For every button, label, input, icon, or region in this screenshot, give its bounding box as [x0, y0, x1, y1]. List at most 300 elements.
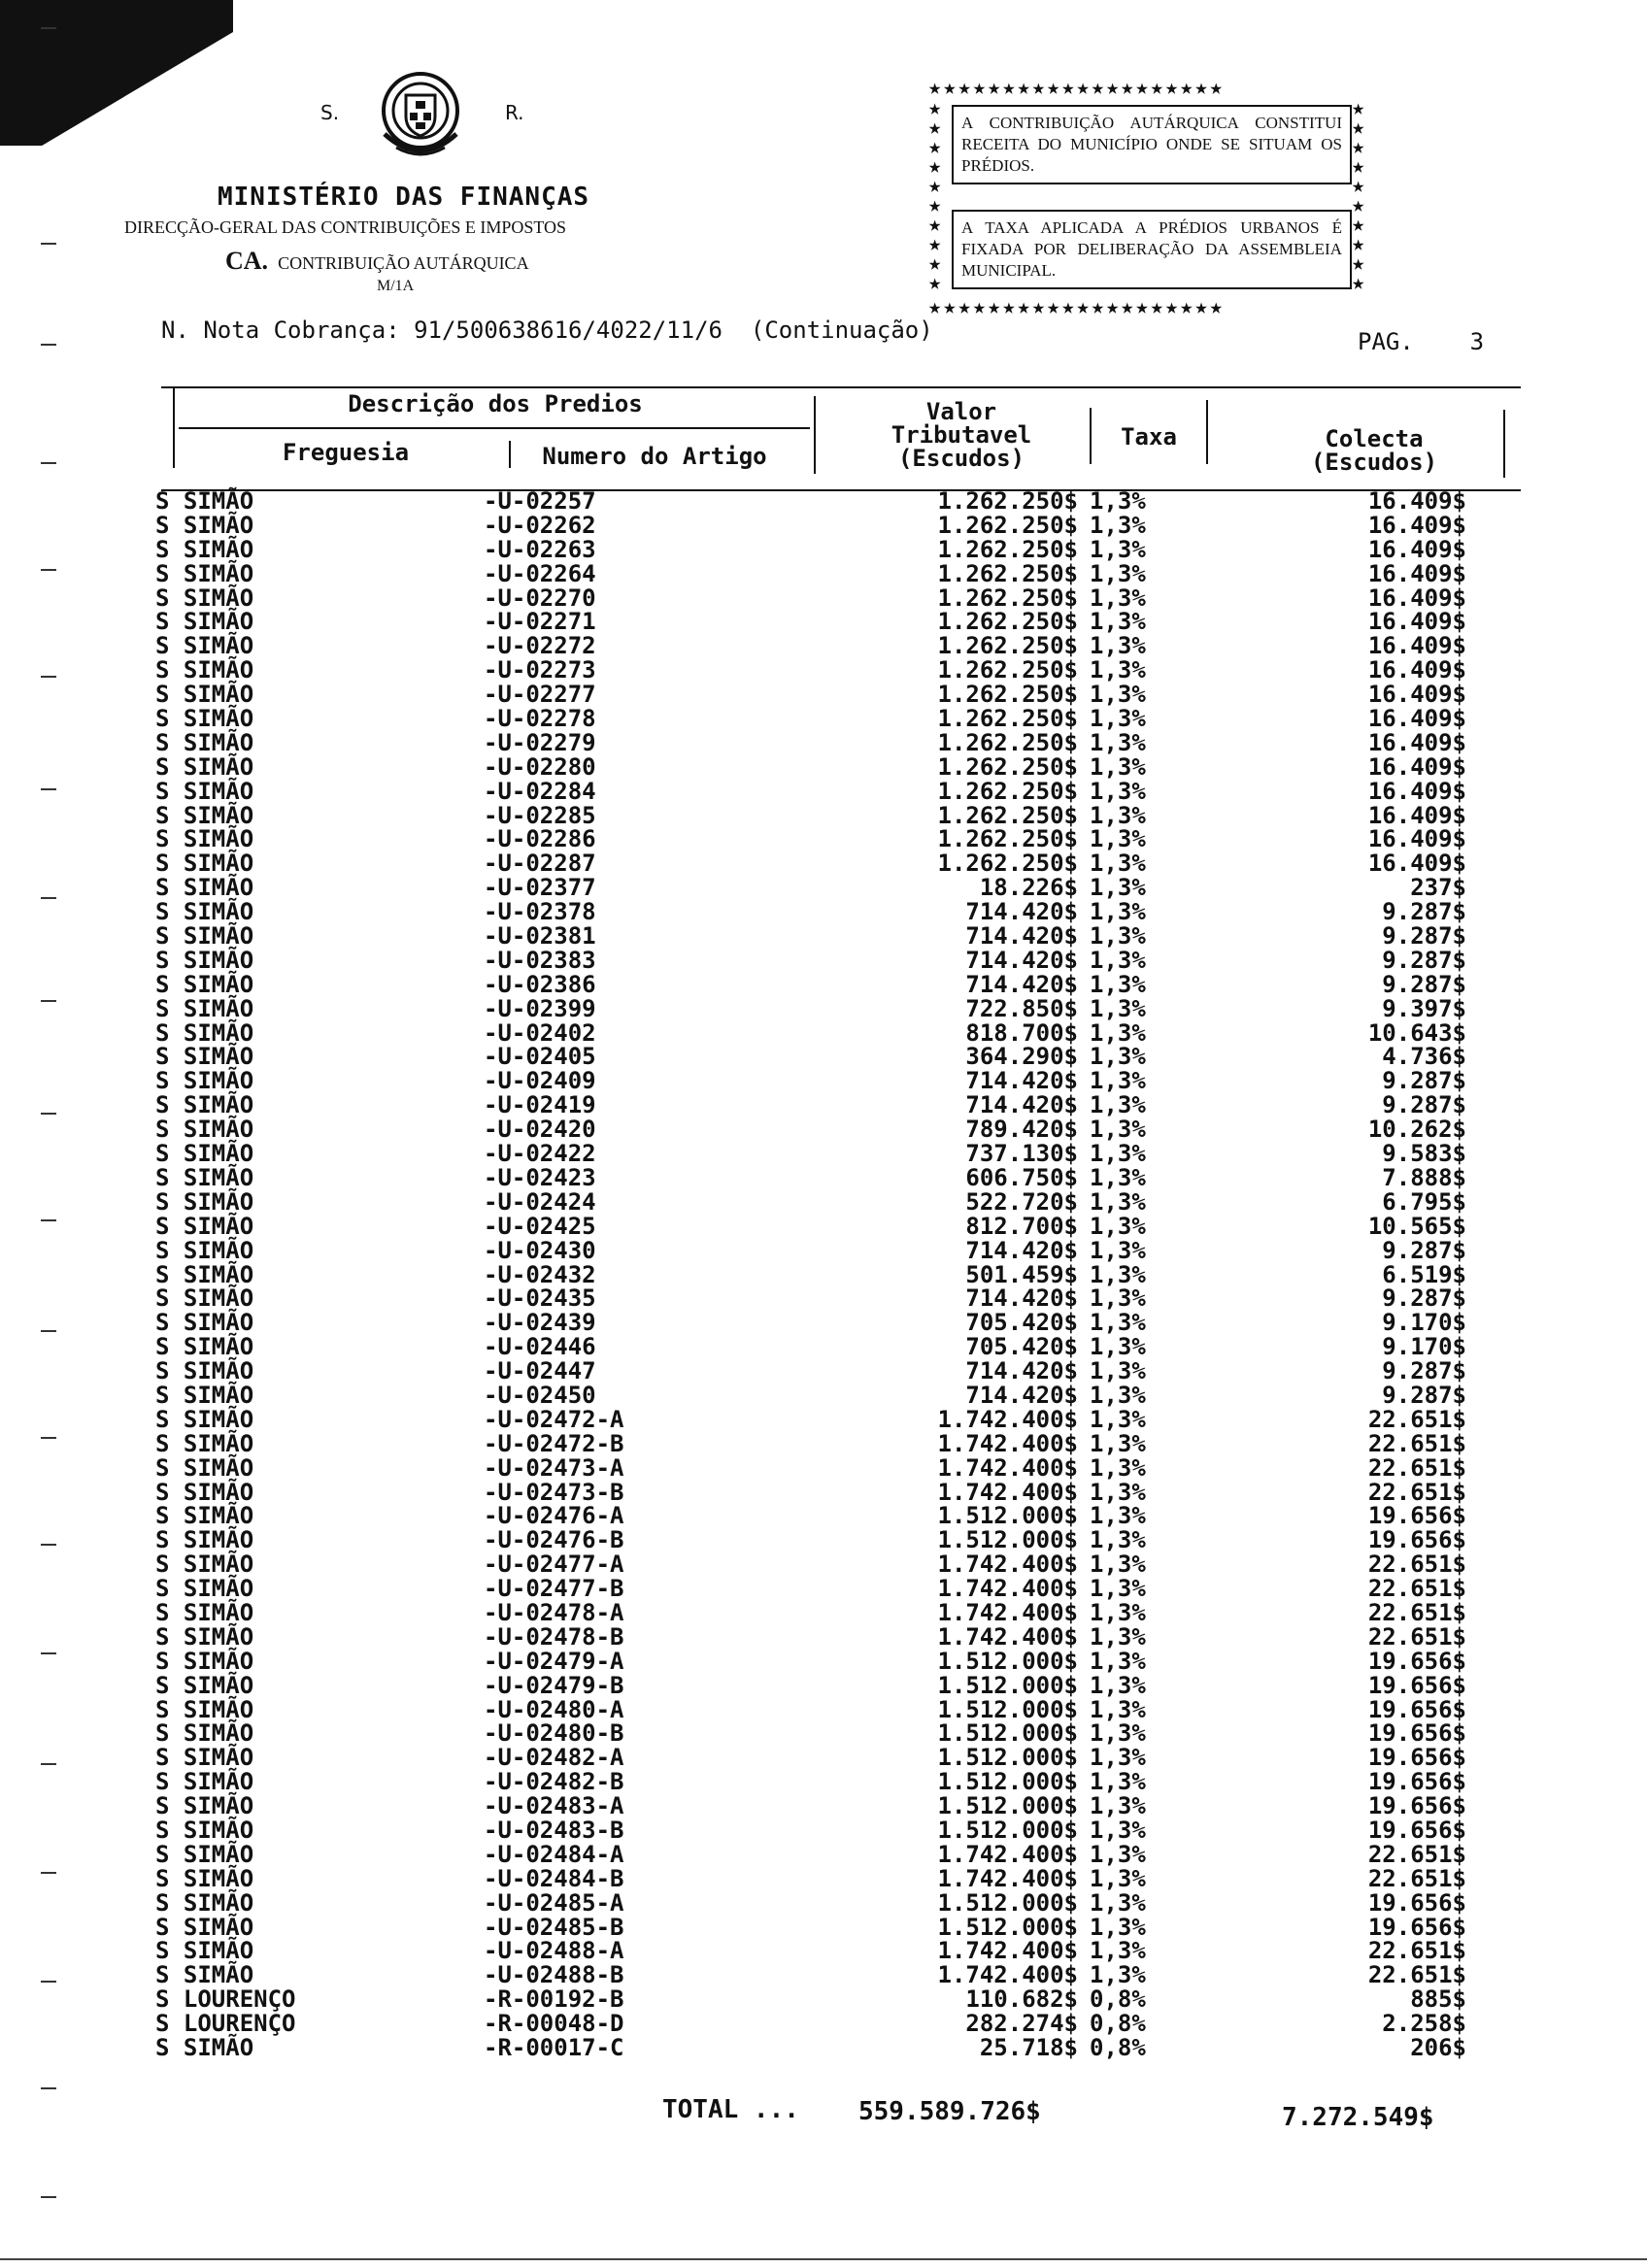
artigo-cell: -U-02435: [484, 1284, 596, 1313]
colecta-cell: 16.409$: [1367, 850, 1466, 878]
taxa-cell: 1,3%: [1090, 994, 1146, 1022]
freguesia-cell: S SIMÃO: [155, 1622, 254, 1651]
artigo-cell: -U-02284: [484, 777, 596, 805]
valor-cell: 1.742.400$: [937, 1961, 1078, 1989]
colecta-cell: 16.409$: [1367, 801, 1466, 829]
artigo-cell: -U-02377: [484, 874, 596, 902]
margin-tick: [41, 1330, 56, 1332]
taxa-cell: 1,3%: [1090, 850, 1146, 878]
margin-tick: [41, 569, 56, 571]
colecta-cell: 19.656$: [1367, 1695, 1466, 1723]
table-row: [0, 1453, 1647, 1482]
colecta-cell: 19.656$: [1367, 1502, 1466, 1530]
colecta-cell: 4.736$: [1382, 1043, 1466, 1071]
notice-frame: [928, 76, 1375, 326]
freguesia-cell: S SIMÃO: [155, 850, 254, 878]
colecta-cell: 9.287$: [1382, 898, 1466, 926]
valor-cell: 1.512.000$: [937, 1526, 1078, 1554]
table-row: [0, 1429, 1647, 1457]
colecta-cell: 19.656$: [1367, 1888, 1466, 1917]
artigo-cell: -U-02480-A: [484, 1695, 624, 1723]
header-taxa: Taxa: [1121, 423, 1177, 450]
colecta-cell: 22.651$: [1367, 1598, 1466, 1626]
taxa-cell: 1,3%: [1090, 1018, 1146, 1047]
valor-cell: 1.512.000$: [937, 1502, 1078, 1530]
artigo-cell: -U-02423: [484, 1163, 596, 1191]
colecta-cell: 19.656$: [1367, 1768, 1466, 1796]
colecta-cell: 16.409$: [1367, 632, 1466, 660]
table-row: [0, 827, 1647, 851]
valor-cell: 1.742.400$: [937, 1429, 1078, 1457]
valor-cell: 1.512.000$: [937, 1913, 1078, 1941]
table-row: [0, 728, 1647, 756]
valor-cell: 1.512.000$: [937, 1671, 1078, 1699]
artigo-cell: -U-02446: [484, 1333, 596, 1361]
taxa-cell: 1,3%: [1090, 898, 1146, 926]
freguesia-cell: S SIMÃO: [155, 1671, 254, 1699]
artigo-cell: -U-02273: [484, 656, 596, 684]
taxa-cell: 1,3%: [1090, 1067, 1146, 1095]
taxa-cell: 1,3%: [1090, 1284, 1146, 1313]
valor-cell: 1.262.250$: [937, 825, 1078, 853]
freguesia-cell: S SIMÃO: [155, 874, 254, 902]
table-row: [0, 1117, 1647, 1142]
valor-cell: 714.420$: [965, 970, 1078, 998]
crest-label-right: R.: [505, 101, 524, 124]
valor-cell: 1.512.000$: [937, 1768, 1078, 1796]
valor-cell: 1.512.000$: [937, 1695, 1078, 1723]
colecta-cell: 9.583$: [1382, 1140, 1466, 1168]
valor-cell: 1.262.250$: [937, 705, 1078, 733]
table-row: [0, 1577, 1647, 1601]
freguesia-cell: S SIMÃO: [155, 1357, 254, 1385]
freguesia-cell: S SIMÃO: [155, 752, 254, 781]
table-row: [0, 1286, 1647, 1311]
header-divider: [173, 386, 175, 468]
artigo-cell: -U-02483-B: [484, 1816, 624, 1844]
page-number: [1358, 328, 1484, 355]
artigo-cell: -U-02420: [484, 1116, 596, 1144]
freguesia-cell: S SIMÃO: [155, 608, 254, 636]
taxa-cell: 0,8%: [1090, 2034, 1146, 2061]
stars-top: ★★★★★★★★★★★★★★★★★★★★: [928, 76, 1225, 100]
scan-corner-mark: [0, 0, 233, 146]
colecta-cell: 10.643$: [1367, 1018, 1466, 1047]
valor-cell: 1.742.400$: [937, 1405, 1078, 1433]
colecta-cell: 10.262$: [1367, 1116, 1466, 1144]
colecta-cell: 22.651$: [1367, 1937, 1466, 1965]
artigo-cell: -U-02483-A: [484, 1792, 624, 1820]
taxa-cell: 1,3%: [1090, 752, 1146, 781]
valor-cell: 714.420$: [965, 1091, 1078, 1119]
colecta-cell: 16.409$: [1367, 728, 1466, 756]
margin-tick: [41, 462, 56, 464]
table-row: [0, 1311, 1647, 1335]
colecta-cell: 16.409$: [1367, 511, 1466, 539]
taxa-cell: 1,3%: [1090, 825, 1146, 853]
freguesia-cell: S SIMÃO: [155, 559, 254, 587]
artigo-cell: -U-02409: [484, 1067, 596, 1095]
artigo-cell: -U-02278: [484, 705, 596, 733]
freguesia-cell: S LOURENÇO: [155, 1985, 296, 2014]
table-row: [0, 1939, 1647, 1963]
artigo-cell: -U-02271: [484, 608, 596, 636]
table-row: [0, 1142, 1647, 1166]
table-row: [0, 2012, 1647, 2036]
freguesia-cell: S SIMÃO: [155, 1091, 254, 1119]
colecta-cell: 22.651$: [1367, 1478, 1466, 1506]
table-row: [0, 777, 1647, 805]
taxa-cell: 1,3%: [1090, 1744, 1146, 1772]
freguesia-cell: S SIMÃO: [155, 825, 254, 853]
artigo-cell: -U-02480-B: [484, 1719, 624, 1748]
total-colecta: 7.272.549$: [1282, 2103, 1434, 2132]
freguesia-cell: S SIMÃO: [155, 970, 254, 998]
freguesia-cell: S SIMÃO: [155, 632, 254, 660]
margin-tick: [41, 1000, 56, 1002]
colecta-cell: 9.287$: [1382, 1381, 1466, 1409]
freguesia-cell: S SIMÃO: [155, 898, 254, 926]
artigo-cell: -U-02279: [484, 728, 596, 756]
artigo-cell: -U-02264: [484, 559, 596, 587]
valor-cell: 1.262.250$: [937, 535, 1078, 563]
taxa-cell: 1,3%: [1090, 1163, 1146, 1191]
header-divider: [814, 396, 816, 474]
table-row: [0, 511, 1647, 539]
taxa-cell: 1,3%: [1090, 511, 1146, 539]
table-row: [0, 1504, 1647, 1528]
taxa-cell: 1,3%: [1090, 1260, 1146, 1288]
artigo-cell: -U-02381: [484, 922, 596, 951]
header-divider: [509, 441, 511, 468]
artigo-cell: -U-02479-A: [484, 1647, 624, 1675]
valor-cell: 818.700$: [965, 1018, 1078, 1047]
freguesia-cell: S SIMÃO: [155, 1067, 254, 1095]
valor-cell: 364.290$: [965, 1043, 1078, 1071]
colecta-cell: 16.409$: [1367, 487, 1466, 515]
header-artigo: Numero do Artigo: [542, 443, 767, 470]
table-row: [0, 1093, 1647, 1117]
taxa-cell: 1,3%: [1090, 1453, 1146, 1482]
table-row: [0, 946, 1647, 974]
artigo-cell: -U-02476-A: [484, 1502, 624, 1530]
table-row: [0, 683, 1647, 707]
header-sub-rule: [179, 427, 810, 429]
form-code: M/1A: [377, 278, 415, 294]
valor-cell: 714.420$: [965, 1067, 1078, 1095]
table-row: [0, 1721, 1647, 1746]
taxa-cell: 1,3%: [1090, 535, 1146, 563]
valor-cell: 1.742.400$: [937, 1622, 1078, 1651]
artigo-cell: -U-02422: [484, 1140, 596, 1168]
taxa-cell: 1,3%: [1090, 1864, 1146, 1892]
artigo-cell: -U-02478-A: [484, 1598, 624, 1626]
valor-cell: 1.742.400$: [937, 1598, 1078, 1626]
colecta-cell: 9.287$: [1382, 1236, 1466, 1264]
freguesia-cell: S SIMÃO: [155, 801, 254, 829]
freguesia-cell: S SIMÃO: [155, 1598, 254, 1626]
valor-cell: 714.420$: [965, 898, 1078, 926]
colecta-cell: 16.409$: [1367, 584, 1466, 612]
table-row: [0, 559, 1647, 587]
valor-cell: 737.130$: [965, 1140, 1078, 1168]
artigo-cell: -U-02488-A: [484, 1937, 624, 1965]
valor-cell: 1.262.250$: [937, 681, 1078, 709]
valor-cell: 18.226$: [979, 874, 1078, 902]
table-row: [0, 658, 1647, 683]
taxa-cell: 1,3%: [1090, 1429, 1146, 1457]
valor-cell: 282.274$: [965, 2010, 1078, 2038]
margin-tick: [41, 897, 56, 899]
valor-cell: 1.262.250$: [937, 584, 1078, 612]
valor-cell: 25.718$: [979, 2034, 1078, 2061]
taxa-cell: 1,3%: [1090, 1043, 1146, 1071]
valor-cell: 1.512.000$: [937, 1647, 1078, 1675]
freguesia-cell: S SIMÃO: [155, 656, 254, 684]
margin-tick: [41, 1113, 56, 1115]
valor-cell: 714.420$: [965, 1381, 1078, 1409]
colecta-cell: 9.287$: [1382, 922, 1466, 951]
colecta-cell: 16.409$: [1367, 825, 1466, 853]
colecta-cell: 237$: [1410, 874, 1466, 902]
margin-tick: [41, 676, 56, 678]
colecta-cell: 9.287$: [1382, 970, 1466, 998]
margin-tick: [41, 1437, 56, 1439]
valor-cell: 1.742.400$: [937, 1864, 1078, 1892]
artigo-cell: -U-02472-B: [484, 1429, 624, 1457]
valor-cell: 1.262.250$: [937, 632, 1078, 660]
freguesia-cell: S SIMÃO: [155, 487, 254, 515]
taxa-cell: 1,3%: [1090, 1598, 1146, 1626]
freguesia-cell: S SIMÃO: [155, 1140, 254, 1168]
artigo-cell: -U-02383: [484, 946, 596, 974]
colecta-cell: 19.656$: [1367, 1647, 1466, 1675]
colecta-cell: 19.656$: [1367, 1792, 1466, 1820]
colecta-cell: 19.656$: [1367, 1719, 1466, 1748]
table-row: [0, 1552, 1647, 1577]
freguesia-cell: S SIMÃO: [155, 1309, 254, 1337]
freguesia-cell: S SIMÃO: [155, 777, 254, 805]
valor-cell: 714.420$: [965, 1284, 1078, 1313]
margin-tick: [41, 1652, 56, 1654]
colecta-cell: 16.409$: [1367, 705, 1466, 733]
taxa-cell: 1,3%: [1090, 1937, 1146, 1965]
taxa-cell: 1,3%: [1090, 1647, 1146, 1675]
page-label: PAG.: [1358, 328, 1414, 355]
table-row: [0, 1746, 1647, 1770]
table-top-rule: [161, 386, 1521, 388]
artigo-cell: -U-02450: [484, 1381, 596, 1409]
taxa-cell: 1,3%: [1090, 1671, 1146, 1699]
artigo-cell: -R-00048-D: [484, 2010, 624, 2038]
table-row: [0, 1987, 1647, 2012]
colecta-cell: 19.656$: [1367, 1744, 1466, 1772]
valor-cell: 1.262.250$: [937, 559, 1078, 587]
colecta-cell: 10.565$: [1367, 1212, 1466, 1240]
valor-cell: 1.262.250$: [937, 608, 1078, 636]
stars-left: ★ ★ ★ ★ ★ ★ ★ ★ ★ ★: [928, 96, 942, 295]
freguesia-cell: S SIMÃO: [155, 1187, 254, 1216]
table-row: [0, 1888, 1647, 1917]
colecta-cell: 9.397$: [1382, 994, 1466, 1022]
artigo-cell: -U-02482-A: [484, 1744, 624, 1772]
valor-cell: 1.512.000$: [937, 1719, 1078, 1748]
freguesia-cell: S SIMÃO: [155, 1792, 254, 1820]
freguesia-cell: S SIMÃO: [155, 946, 254, 974]
artigo-cell: -U-02485-A: [484, 1888, 624, 1917]
valor-cell: 1.262.250$: [937, 752, 1078, 781]
table-row: [0, 634, 1647, 658]
freguesia-cell: S SIMÃO: [155, 1236, 254, 1264]
header-freguesia: Freguesia: [282, 439, 410, 466]
freguesia-cell: S SIMÃO: [155, 728, 254, 756]
artigo-cell: -U-02272: [484, 632, 596, 660]
coat-of-arms-icon: [367, 66, 474, 167]
valor-cell: 1.742.400$: [937, 1453, 1078, 1482]
freguesia-cell: S SIMÃO: [155, 1018, 254, 1047]
taxa-cell: 1,3%: [1090, 1913, 1146, 1941]
margin-tick: [41, 243, 56, 245]
artigo-cell: -U-02430: [484, 1236, 596, 1264]
taxa-cell: 1,3%: [1090, 970, 1146, 998]
colecta-cell: 16.409$: [1367, 608, 1466, 636]
taxa-cell: 1,3%: [1090, 728, 1146, 756]
table-row: [0, 1671, 1647, 1699]
page-value: 3: [1469, 328, 1485, 355]
taxa-cell: 0,8%: [1090, 2010, 1146, 2038]
margin-tick: [41, 344, 56, 346]
freguesia-cell: S SIMÃO: [155, 681, 254, 709]
taxa-cell: 1,3%: [1090, 1405, 1146, 1433]
freguesia-cell: S SIMÃO: [155, 1551, 254, 1579]
tax-type-line: [225, 247, 529, 276]
colecta-cell: 22.651$: [1367, 1961, 1466, 1989]
valor-cell: 714.420$: [965, 922, 1078, 951]
artigo-cell: -U-02484-B: [484, 1864, 624, 1892]
colecta-cell: 22.651$: [1367, 1453, 1466, 1482]
header-divider: [1206, 400, 1208, 464]
valor-cell: 606.750$: [965, 1163, 1078, 1191]
freguesia-cell: S SIMÃO: [155, 1526, 254, 1554]
artigo-cell: -U-02478-B: [484, 1622, 624, 1651]
colecta-cell: 9.287$: [1382, 1284, 1466, 1313]
artigo-cell: -U-02386: [484, 970, 596, 998]
table-row: [0, 876, 1647, 900]
artigo-cell: -U-02476-B: [484, 1526, 624, 1554]
valor-cell: 1.262.250$: [937, 511, 1078, 539]
table-row: [0, 610, 1647, 634]
artigo-cell: -U-02262: [484, 511, 596, 539]
taxa-cell: 1,3%: [1090, 1526, 1146, 1554]
colecta-cell: 16.409$: [1367, 752, 1466, 781]
freguesia-cell: S SIMÃO: [155, 1647, 254, 1675]
artigo-cell: -U-02482-B: [484, 1768, 624, 1796]
taxa-cell: 1,3%: [1090, 656, 1146, 684]
taxa-cell: 1,3%: [1090, 1236, 1146, 1264]
table-row: [0, 1598, 1647, 1626]
freguesia-cell: S SIMÃO: [155, 1840, 254, 1868]
margin-tick: [41, 788, 56, 790]
taxa-cell: 1,3%: [1090, 559, 1146, 587]
artigo-cell: -U-02485-B: [484, 1913, 624, 1941]
taxa-cell: 1,3%: [1090, 922, 1146, 951]
freguesia-cell: S SIMÃO: [155, 1575, 254, 1603]
colecta-cell: 16.409$: [1367, 681, 1466, 709]
nota-cobranca: N. Nota Cobrança: 91/500638616/4022/11/6 (Continuação): [161, 317, 933, 344]
colecta-cell: 7.888$: [1382, 1163, 1466, 1191]
artigo-cell: -U-02277: [484, 681, 596, 709]
margin-tick: [41, 1981, 56, 1983]
table-row: [0, 489, 1647, 514]
table-row: [0, 535, 1647, 563]
tax-type-label: CONTRIBUIÇÃO AUTÁRQUICA: [278, 253, 529, 273]
valor-cell: 1.742.400$: [937, 1478, 1078, 1506]
colecta-cell: 16.409$: [1367, 559, 1466, 587]
table-row: [0, 1405, 1647, 1433]
freguesia-cell: S SIMÃO: [155, 1163, 254, 1191]
valor-cell: 1.512.000$: [937, 1744, 1078, 1772]
taxa-cell: 1,3%: [1090, 608, 1146, 636]
freguesia-cell: S SIMÃO: [155, 1864, 254, 1892]
artigo-cell: -U-02257: [484, 487, 596, 515]
taxa-cell: 1,3%: [1090, 1719, 1146, 1748]
artigo-cell: -U-02488-B: [484, 1961, 624, 1989]
taxa-cell: 1,3%: [1090, 487, 1146, 515]
taxa-cell: 1,3%: [1090, 1622, 1146, 1651]
table-row: [0, 586, 1647, 611]
header-colecta-1: Colecta: [1325, 425, 1424, 452]
taxa-cell: 1,3%: [1090, 681, 1146, 709]
table-row: [0, 752, 1647, 781]
header-valor-1: Valor: [925, 398, 997, 425]
colecta-cell: 22.651$: [1367, 1551, 1466, 1579]
colecta-cell: 9.287$: [1382, 946, 1466, 974]
artigo-cell: -U-02419: [484, 1091, 596, 1119]
header-colecta-2: (Escudos): [1310, 449, 1438, 476]
taxa-cell: 1,3%: [1090, 1792, 1146, 1820]
taxa-cell: 1,3%: [1090, 1502, 1146, 1530]
stars-bottom: ★★★★★★★★★★★★★★★★★★★★: [928, 295, 1225, 319]
colecta-cell: 22.651$: [1367, 1575, 1466, 1603]
valor-cell: 1.262.250$: [937, 728, 1078, 756]
colecta-cell: 206$: [1410, 2034, 1466, 2061]
artigo-cell: -U-02263: [484, 535, 596, 563]
table-row: [0, 2036, 1647, 2060]
table-row: [0, 1335, 1647, 1359]
taxa-cell: 1,3%: [1090, 1333, 1146, 1361]
freguesia-cell: S SIMÃO: [155, 1768, 254, 1796]
colecta-cell: 9.287$: [1382, 1357, 1466, 1385]
taxa-cell: 1,3%: [1090, 1116, 1146, 1144]
table-row: [0, 1695, 1647, 1723]
freguesia-cell: S SIMÃO: [155, 1043, 254, 1071]
freguesia-cell: S SIMÃO: [155, 511, 254, 539]
margin-tick: [41, 1763, 56, 1765]
valor-cell: 1.742.400$: [937, 1575, 1078, 1603]
taxa-cell: 1,3%: [1090, 705, 1146, 733]
colecta-cell: 19.656$: [1367, 1913, 1466, 1941]
freguesia-cell: S SIMÃO: [155, 1816, 254, 1844]
taxa-cell: 1,3%: [1090, 777, 1146, 805]
freguesia-cell: S SIMÃO: [155, 1913, 254, 1941]
taxa-cell: 1,3%: [1090, 1309, 1146, 1337]
valor-cell: 1.262.250$: [937, 850, 1078, 878]
valor-cell: 1.742.400$: [937, 1551, 1078, 1579]
table-row: [0, 1069, 1647, 1093]
freguesia-cell: S SIMÃO: [155, 1116, 254, 1144]
taxa-cell: 1,3%: [1090, 1816, 1146, 1844]
freguesia-cell: S SIMÃO: [155, 584, 254, 612]
